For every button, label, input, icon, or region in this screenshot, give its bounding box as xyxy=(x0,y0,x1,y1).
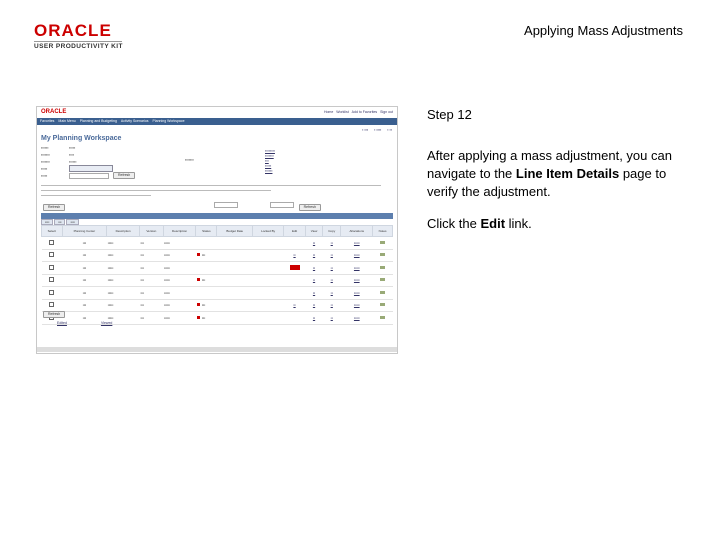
tool-link[interactable]: ▪ ▪▪▪▪ xyxy=(374,128,382,132)
grid-footer xyxy=(41,311,65,318)
table-row: ▪▪▪ ▪▪▪▪▪ ▪▪▪ ▪▪▪▪▪ ▪▪ ▪▪ ▪▪▪▪▪ xyxy=(42,287,393,300)
instruction-action: Click the Edit link. xyxy=(427,216,532,231)
column-header: Planning Center xyxy=(62,226,107,237)
step-number: Step 12 xyxy=(427,107,472,122)
app-menubar xyxy=(37,118,397,125)
filter-dropdown[interactable] xyxy=(214,202,238,208)
allocations-link[interactable]: ▪▪▪▪▪ xyxy=(341,262,373,275)
column-header: Select xyxy=(42,226,63,237)
grid-title-bar xyxy=(41,213,393,219)
allocations-link[interactable]: ▪▪▪▪▪ xyxy=(341,237,373,250)
menu-item[interactable]: Favorites xyxy=(40,119,55,123)
notes-icon[interactable] xyxy=(380,291,385,294)
table-row: ▪▪▪ ▪▪▪▪▪ ▪▪▪ ▪▪▪▪▪ ▪▪▪ ▪▪ ▪▪ ▪▪ ▪▪▪▪▪ xyxy=(42,249,393,262)
tab[interactable]: ▪▪▪ xyxy=(54,219,65,225)
legend xyxy=(57,321,112,325)
copy-link[interactable]: ▪▪ xyxy=(323,312,341,325)
notes-icon[interactable] xyxy=(380,278,385,281)
logo-text: ORACLE xyxy=(34,21,112,40)
column-header: Locked By xyxy=(253,226,284,237)
view-link[interactable]: ▪▪ xyxy=(305,299,322,312)
application-screenshot xyxy=(36,106,398,354)
table-row: ▪▪▪ ▪▪▪▪▪ ▪▪▪ ▪▪▪▪▪ ▪▪ ▪▪ ▪▪▪▪▪ xyxy=(42,237,393,250)
rejected-status-icon xyxy=(197,316,200,319)
row-checkbox[interactable] xyxy=(49,240,54,245)
nav-link[interactable]: Home xyxy=(323,110,334,114)
notes-icon[interactable] xyxy=(380,303,385,306)
actions-dropdown[interactable] xyxy=(69,165,113,172)
table-row: ▪▪▪ ▪▪▪▪▪ ▪▪▪ ▪▪▪▪▪ ▪▪ ▪▪ ▪▪▪▪▪ xyxy=(42,262,393,275)
copy-link[interactable]: ▪▪ xyxy=(323,287,341,300)
column-header: View xyxy=(305,226,322,237)
table-row: ▪▪▪ ▪▪▪▪▪ ▪▪▪ ▪▪▪▪▪ ▪▪▪ ▪▪ ▪▪ ▪▪▪▪▪ xyxy=(42,274,393,287)
edit-link[interactable]: ▪▪ xyxy=(284,299,306,312)
page-title: Applying Mass Adjustments xyxy=(524,23,683,38)
rejected-status-icon xyxy=(197,278,200,281)
view-link[interactable]: ▪▪ xyxy=(305,237,322,250)
instructions-text xyxy=(41,185,393,200)
app-header xyxy=(37,107,397,117)
logo-divider xyxy=(34,41,122,42)
view-link[interactable]: ▪▪ xyxy=(305,249,322,262)
tool-links xyxy=(362,128,392,132)
rejected-status-icon xyxy=(197,303,200,306)
table-row: ▪▪▪ ▪▪▪▪▪ ▪▪▪ ▪▪▪▪▪ ▪▪▪ ▪▪ ▪▪ ▪▪ ▪▪▪▪▪ xyxy=(42,299,393,312)
allocations-link[interactable]: ▪▪▪▪▪ xyxy=(341,249,373,262)
column-header: Budget Date xyxy=(217,226,253,237)
rejected-status-icon xyxy=(197,253,200,256)
tool-link[interactable]: ▪ ▪▪ xyxy=(387,128,392,132)
nav-link[interactable]: Sign out xyxy=(380,110,393,114)
app-nav-links xyxy=(324,110,393,114)
instruction-paragraph: After applying a mass adjustment, you can navigate to the Line Item Details page to verify the adjustment. xyxy=(427,148,672,199)
edit-link[interactable]: ▪▪ xyxy=(284,249,306,262)
tool-link[interactable]: ▪ ▪▪▪ xyxy=(362,128,369,132)
refresh-button[interactable]: Refresh xyxy=(299,204,321,211)
side-link[interactable]: ▪▪▪▪▪▪▪ xyxy=(265,154,274,158)
copy-link[interactable]: ▪▪ xyxy=(323,249,341,262)
notes-icon[interactable] xyxy=(380,316,385,319)
tab[interactable]: ▪▪▪▪ xyxy=(66,219,78,225)
column-header: Status xyxy=(196,226,217,237)
copy-link[interactable]: ▪▪ xyxy=(323,262,341,275)
menu-item[interactable]: Main Menu xyxy=(58,119,76,123)
copy-link[interactable]: ▪▪ xyxy=(323,299,341,312)
side-link[interactable]: ▪▪▪ xyxy=(265,159,269,163)
row-checkbox[interactable] xyxy=(49,277,54,282)
filter-dropdown[interactable] xyxy=(270,202,294,208)
row-checkbox[interactable] xyxy=(49,265,54,270)
side-link[interactable]: ▪▪▪▪▪▪ xyxy=(265,169,273,173)
app-brand: ORACLE xyxy=(41,109,67,115)
column-header: Notes xyxy=(373,226,393,237)
legend-viewed: Viewed xyxy=(100,321,113,325)
notes-icon[interactable] xyxy=(380,266,385,269)
filter-row xyxy=(41,202,393,210)
column-header: Description xyxy=(107,226,140,237)
planning-grid xyxy=(41,225,393,325)
copy-link[interactable]: ▪▪ xyxy=(323,237,341,250)
refresh-button[interactable]: Refresh xyxy=(113,172,135,179)
copy-link[interactable]: ▪▪ xyxy=(323,274,341,287)
row-checkbox[interactable] xyxy=(49,302,54,307)
legend-edited: Edited xyxy=(57,321,67,325)
allocations-link[interactable]: ▪▪▪▪▪ xyxy=(341,299,373,312)
row-checkbox[interactable] xyxy=(49,290,54,295)
view-link[interactable]: ▪▪ xyxy=(305,274,322,287)
column-header: Description xyxy=(163,226,196,237)
nav-link[interactable]: Add to Favorites xyxy=(351,110,378,114)
column-header: Copy xyxy=(323,226,341,237)
menu-item[interactable]: Planning and Budgeting xyxy=(79,119,117,123)
node-code: ▪▪▪▪▪▪▪ xyxy=(185,158,194,162)
refresh-button[interactable]: Refresh xyxy=(43,204,65,211)
table-row: ▪▪▪ ▪▪▪▪▪ ▪▪▪ ▪▪▪▪▪ ▪▪▪ ▪▪ ▪▪ ▪▪▪▪▪ xyxy=(42,312,393,325)
menu-item[interactable]: Planning Workspace xyxy=(152,119,185,123)
notes-icon[interactable] xyxy=(380,253,385,256)
column-header: Edit xyxy=(284,226,306,237)
source-dropdown[interactable] xyxy=(69,173,109,179)
edit-link-highlighted[interactable] xyxy=(290,265,300,270)
menu-item[interactable]: Activity Scenarios xyxy=(120,119,149,123)
notes-icon[interactable] xyxy=(380,241,385,244)
allocations-link[interactable]: ▪▪▪▪▪ xyxy=(341,312,373,325)
column-header: Version xyxy=(139,226,163,237)
logo-subtitle: USER PRODUCTIVITY KIT xyxy=(34,43,123,50)
column-header: Allocations xyxy=(341,226,373,237)
side-link[interactable]: ▪▪▪▪▪▪▪▪ xyxy=(265,149,275,153)
side-links xyxy=(265,149,275,174)
allocations-link[interactable]: ▪▪▪▪▪ xyxy=(341,274,373,287)
workspace-title: My Planning Workspace xyxy=(41,135,122,142)
nav-link[interactable]: Worklist xyxy=(336,110,349,114)
side-link[interactable]: ▪▪▪▪▪ xyxy=(265,164,272,168)
row-checkbox[interactable] xyxy=(49,252,54,257)
refresh-button[interactable]: Refresh xyxy=(43,311,65,318)
oracle-upk-logo xyxy=(34,22,124,50)
horizontal-scrollbar[interactable] xyxy=(37,347,397,352)
allocations-link[interactable]: ▪▪▪▪▪ xyxy=(341,287,373,300)
header-fields: ▪▪▪▪▪▪ ▪▪▪▪▪ ▪▪▪▪▪▪▪ ▪▪▪▪ ▪▪▪▪▪▪▪ ▪▪▪▪▪▪ ▪▪▪▪▪ ▪▪▪▪▪ Refresh xyxy=(41,144,135,179)
view-link[interactable]: ▪▪ xyxy=(305,287,322,300)
view-link[interactable]: ▪▪ xyxy=(305,262,322,275)
tab[interactable]: ▪▪▪▪ xyxy=(41,219,53,225)
view-link[interactable]: ▪▪ xyxy=(305,312,322,325)
